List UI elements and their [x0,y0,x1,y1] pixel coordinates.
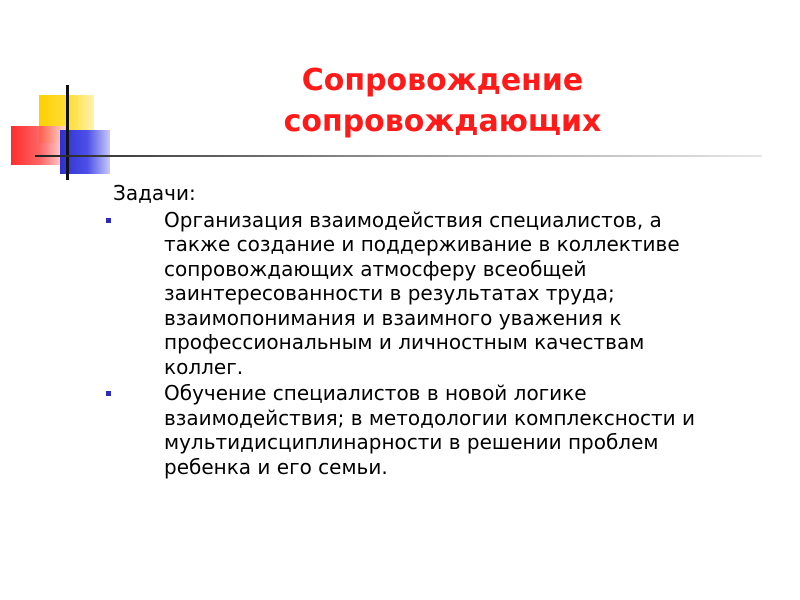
task-line: Организация взаимодействия специалистов, а [164,207,662,232]
tasks-heading: Задачи: [113,181,196,205]
task-line: мультидисциплинарности в решении проблем [164,430,659,454]
slide-title-line-1: Сопровождение [301,63,584,98]
slide-title [200,60,685,142]
square-bullet-icon [106,218,111,223]
red-square-decoration [11,126,65,165]
task-line: профессиональным и личностным качествам [164,330,645,354]
slide-body [106,181,796,481]
task-item [106,208,796,380]
horizontal-rule [35,155,762,157]
slide-title-line-2: сопровождающих [283,104,602,139]
task-line: Обучение специалистов в новой логике [164,381,587,405]
task-line: заинтересованности в результатах труда; [164,281,615,305]
task-line: сопровождающих атмосферу всеобщей [164,256,587,281]
task-line: коллег. [164,354,244,379]
task-line: также создание и поддерживание в коллективе [164,232,680,256]
square-bullet-icon [106,391,111,396]
vertical-rule [66,85,69,180]
task-item [106,381,796,479]
task-line: ребенка и его семьи. [164,454,388,479]
task-line: взаимопонимания и взаимного уважения к [164,305,622,330]
task-line: взаимодействия; в методологии комплексности и [164,405,696,430]
